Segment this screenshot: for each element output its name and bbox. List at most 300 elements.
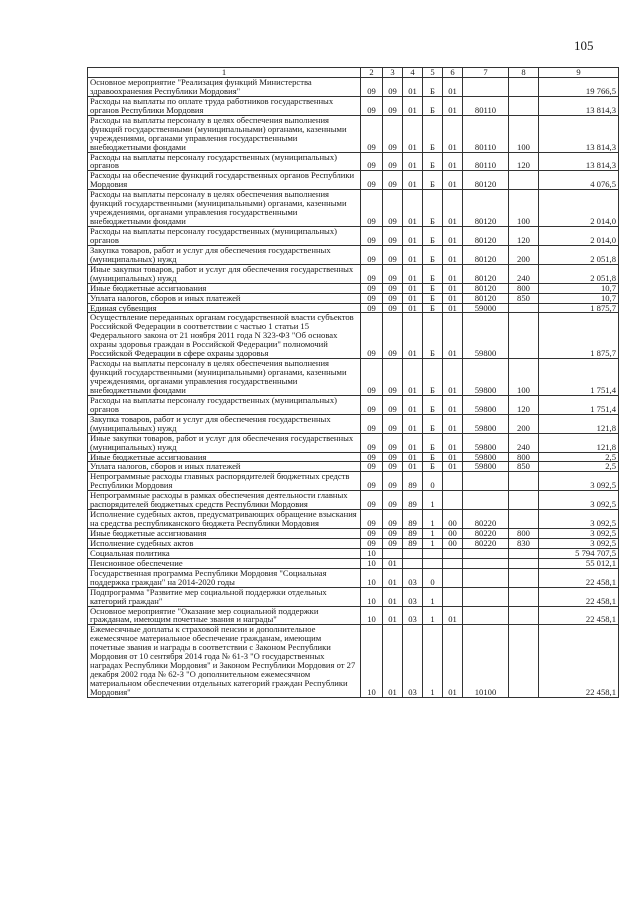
section-code-cell: 09 [361,171,383,190]
program-code-cell: 89 [403,529,423,539]
expense-type-cell [509,587,539,606]
section-code-cell: 09 [361,96,383,115]
row-name-cell: Пенсионное обеспечение [88,558,361,568]
budget-table [87,67,619,698]
row-name-cell: Ежемесячные доплаты к страховой пенсии и дополнительное ежемесячное материальное обеспечение гражданам, имеющим почетные звания и награды в соответствии с Законом Республики Мордовия от 10 сентября 2014 года № 61-З "О государственных наградах Республики Мордовия" и Законом Республики Мордовия от 27 декабря 2002 года № 62-З "О дополнительном ежемесячном материальном обеспечении отдельных категорий граждан Республики Мордовия" [88,625,361,698]
direction-code-cell [463,491,509,510]
table-row [88,568,619,587]
direction-code-cell: 59800 [463,452,509,462]
table-row [88,510,619,529]
table-row [88,414,619,433]
subsection-code-cell: 09 [383,96,403,115]
section-code-cell: 09 [361,414,383,433]
table-row [88,359,619,396]
subsection-code-cell: 09 [383,171,403,190]
expense-type-cell: 120 [509,227,539,246]
subprogram-code-cell: Б [423,462,443,472]
section-code-cell: 09 [361,359,383,396]
subprogram-code-cell: 1 [423,510,443,529]
subsection-code-cell: 01 [383,587,403,606]
program-code-cell: 01 [403,293,423,303]
subsection-code-cell: 09 [383,414,403,433]
program-code-cell: 01 [403,245,423,264]
activity-code-cell [443,548,463,558]
program-code-cell: 89 [403,491,423,510]
subprogram-code-cell: Б [423,152,443,171]
subprogram-code-cell: Б [423,283,443,293]
section-code-cell: 09 [361,538,383,548]
subprogram-code-cell: 1 [423,625,443,698]
section-code-cell: 10 [361,587,383,606]
row-name-cell: Расходы на выплаты персоналу в целях обеспечения выполнения функций государственными (муниципальными) органами, казенными учреждениями, органами управления государственными внебюджетными фондами [88,359,361,396]
row-name-cell: Исполнение судебных актов [88,538,361,548]
row-name-cell: Расходы на выплаты персоналу государственных (муниципальных) органов [88,152,361,171]
direction-code-cell: 80120 [463,293,509,303]
amount-cell: 10,7 [539,283,619,293]
direction-code-cell: 80110 [463,115,509,152]
subsection-code-cell: 09 [383,472,403,491]
table-row [88,625,619,698]
row-name-cell: Иные бюджетные ассигнования [88,283,361,293]
row-name-cell: Уплата налогов, сборов и иных платежей [88,293,361,303]
subprogram-code-cell: Б [423,245,443,264]
amount-cell: 1 751,4 [539,395,619,414]
table-row [88,529,619,539]
program-code-cell: 01 [403,283,423,293]
header-cell: 4 [403,68,423,78]
direction-code-cell: 59800 [463,359,509,396]
subsection-code-cell: 09 [383,433,403,452]
expense-type-cell [509,625,539,698]
expense-type-cell: 200 [509,414,539,433]
header-cell: 2 [361,68,383,78]
table-row [88,283,619,293]
amount-cell: 1 875,7 [539,303,619,313]
activity-code-cell: 01 [443,313,463,359]
subprogram-code-cell: Б [423,303,443,313]
program-code-cell: 01 [403,313,423,359]
amount-cell: 121,8 [539,414,619,433]
amount-cell: 22 458,1 [539,568,619,587]
expense-type-cell: 800 [509,452,539,462]
expense-type-cell [509,606,539,625]
subprogram-code-cell: 1 [423,587,443,606]
subprogram-code-cell: Б [423,414,443,433]
direction-code-cell: 80120 [463,227,509,246]
table-row [88,313,619,359]
expense-type-cell [509,558,539,568]
table-row [88,452,619,462]
row-name-cell: Исполнение судебных актов, предусматривающих обращение взыскания на средства республиканского бюджета Республики Мордовия [88,510,361,529]
table-row [88,462,619,472]
header-cell: 5 [423,68,443,78]
program-code-cell: 01 [403,414,423,433]
section-code-cell: 09 [361,245,383,264]
section-code-cell: 09 [361,472,383,491]
row-name-cell: Социальная политика [88,548,361,558]
row-name-cell: Расходы на выплаты персоналу государственных (муниципальных) органов [88,395,361,414]
program-code-cell: 01 [403,96,423,115]
direction-code-cell: 80220 [463,538,509,548]
section-code-cell: 09 [361,264,383,283]
activity-code-cell: 01 [443,190,463,227]
row-name-cell: Расходы на выплаты по оплате труда работников государственных органов Республики Мордовия [88,96,361,115]
table-row [88,587,619,606]
row-name-cell: Расходы на выплаты персоналу государственных (муниципальных) органов [88,227,361,246]
activity-code-cell [443,472,463,491]
program-code-cell: 89 [403,472,423,491]
subprogram-code-cell [423,558,443,568]
row-name-cell: Уплата налогов, сборов и иных платежей [88,462,361,472]
subsection-code-cell: 09 [383,452,403,462]
header-cell: 9 [539,68,619,78]
subsection-code-cell: 01 [383,558,403,568]
activity-code-cell: 01 [443,264,463,283]
program-code-cell: 01 [403,152,423,171]
amount-cell: 5 794 707,5 [539,548,619,558]
expense-type-cell: 120 [509,395,539,414]
row-name-cell: Расходы на выплаты персоналу в целях обеспечения выполнения функций государственными (муниципальными) органами, казенными учреждениями, органами управления государственными внебюджетными фондами [88,115,361,152]
subprogram-code-cell: 0 [423,472,443,491]
header-cell: 6 [443,68,463,78]
direction-code-cell [463,568,509,587]
row-name-cell: Основное мероприятие "Оказание мер социальной поддержки гражданам, имеющим почетные звания и награды" [88,606,361,625]
subsection-code-cell: 01 [383,606,403,625]
section-code-cell: 09 [361,529,383,539]
amount-cell: 22 458,1 [539,625,619,698]
subsection-code-cell: 09 [383,491,403,510]
expense-type-cell [509,171,539,190]
direction-code-cell: 80110 [463,96,509,115]
program-code-cell [403,548,423,558]
section-code-cell: 09 [361,303,383,313]
activity-code-cell [443,568,463,587]
subsection-code-cell: 01 [383,568,403,587]
subsection-code-cell: 09 [383,190,403,227]
table-row [88,558,619,568]
direction-code-cell: 80120 [463,264,509,283]
activity-code-cell: 01 [443,303,463,313]
row-name-cell: Расходы на обеспечение функций государственных органов Республики Мордовия [88,171,361,190]
amount-cell: 22 458,1 [539,606,619,625]
section-code-cell: 09 [361,293,383,303]
program-code-cell: 01 [403,303,423,313]
subprogram-code-cell: Б [423,433,443,452]
subprogram-code-cell: 1 [423,529,443,539]
subsection-code-cell: 01 [383,625,403,698]
program-code-cell: 01 [403,359,423,396]
expense-type-cell: 240 [509,264,539,283]
section-code-cell: 09 [361,152,383,171]
subsection-code-cell: 09 [383,78,403,97]
activity-code-cell: 01 [443,625,463,698]
subprogram-code-cell: Б [423,395,443,414]
header-cell: 8 [509,68,539,78]
program-code-cell: 89 [403,510,423,529]
row-name-cell: Непрограммные расходы в рамках обеспечения деятельности главных распорядителей бюджетных средств Республики Мордовия [88,491,361,510]
direction-code-cell [463,587,509,606]
amount-cell: 13 814,3 [539,115,619,152]
expense-type-cell [509,313,539,359]
amount-cell: 3 092,5 [539,491,619,510]
table-header-row [88,68,619,78]
table-row [88,303,619,313]
subsection-code-cell: 09 [383,462,403,472]
table-row [88,293,619,303]
subsection-code-cell: 09 [383,152,403,171]
activity-code-cell: 00 [443,510,463,529]
activity-code-cell [443,558,463,568]
direction-code-cell: 59800 [463,433,509,452]
expense-type-cell: 240 [509,433,539,452]
amount-cell: 121,8 [539,433,619,452]
activity-code-cell: 01 [443,245,463,264]
table-row [88,472,619,491]
section-code-cell: 09 [361,452,383,462]
amount-cell: 3 092,5 [539,472,619,491]
section-code-cell: 10 [361,568,383,587]
expense-type-cell: 100 [509,115,539,152]
direction-code-cell [463,548,509,558]
program-code-cell: 01 [403,115,423,152]
activity-code-cell: 01 [443,359,463,396]
subsection-code-cell: 09 [383,538,403,548]
expense-type-cell [509,78,539,97]
amount-cell: 2 014,0 [539,190,619,227]
expense-type-cell [509,491,539,510]
program-code-cell: 01 [403,452,423,462]
subprogram-code-cell [423,548,443,558]
activity-code-cell: 01 [443,293,463,303]
amount-cell: 2 051,8 [539,245,619,264]
table-row [88,264,619,283]
activity-code-cell: 01 [443,152,463,171]
direction-code-cell: 80120 [463,245,509,264]
section-code-cell: 09 [361,462,383,472]
row-name-cell: Основное мероприятие "Реализация функций Министерства здравоохранения Республики Мордовия" [88,78,361,97]
section-code-cell: 09 [361,283,383,293]
section-code-cell: 10 [361,558,383,568]
direction-code-cell [463,606,509,625]
row-name-cell: Закупка товаров, работ и услуг для обеспечения государственных (муниципальных) нужд [88,245,361,264]
expense-type-cell: 100 [509,190,539,227]
program-code-cell: 89 [403,538,423,548]
expense-type-cell: 800 [509,283,539,293]
table-row [88,395,619,414]
row-name-cell: Государственная программа Республики Мордовия "Социальная поддержка граждан" на 2014-2020 годы [88,568,361,587]
amount-cell: 2 051,8 [539,264,619,283]
section-code-cell: 09 [361,115,383,152]
row-name-cell: Непрограммные расходы главных распорядителей бюджетных средств Республики Мордовия [88,472,361,491]
expense-type-cell [509,510,539,529]
table-row [88,245,619,264]
activity-code-cell: 00 [443,529,463,539]
subsection-code-cell: 09 [383,283,403,293]
subprogram-code-cell: Б [423,359,443,396]
subsection-code-cell: 09 [383,359,403,396]
direction-code-cell [463,558,509,568]
activity-code-cell: 01 [443,606,463,625]
amount-cell: 13 814,3 [539,152,619,171]
row-name-cell: Иные бюджетные ассигнования [88,529,361,539]
activity-code-cell: 01 [443,433,463,452]
activity-code-cell: 01 [443,227,463,246]
subprogram-code-cell: Б [423,264,443,283]
amount-cell: 22 458,1 [539,587,619,606]
table-row [88,548,619,558]
amount-cell: 10,7 [539,293,619,303]
program-code-cell: 01 [403,462,423,472]
section-code-cell: 09 [361,78,383,97]
expense-type-cell: 830 [509,538,539,548]
subsection-code-cell: 09 [383,313,403,359]
direction-code-cell: 59000 [463,303,509,313]
activity-code-cell: 01 [443,96,463,115]
program-code-cell [403,558,423,568]
table-row [88,96,619,115]
amount-cell: 2,5 [539,462,619,472]
program-code-cell: 01 [403,78,423,97]
table-row [88,115,619,152]
expense-type-cell: 120 [509,152,539,171]
row-name-cell: Закупка товаров, работ и услуг для обеспечения государственных (муниципальных) нужд [88,414,361,433]
subprogram-code-cell: Б [423,171,443,190]
table-row [88,152,619,171]
table-row [88,433,619,452]
expense-type-cell: 100 [509,359,539,396]
expense-type-cell: 850 [509,462,539,472]
activity-code-cell: 01 [443,115,463,152]
row-name-cell: Осуществление переданных органам государственной власти субъектов Российской Федерации в соответствии с частью 1 статьи 15 Федерального закона от 21 ноября 2011 года N 323-ФЗ "Об основах охраны здоровья граждан в Российской Федерации" полномочий Российской Федерации в сфере охраны здоровья [88,313,361,359]
row-name-cell: Иные закупки товаров, работ и услуг для обеспечения государственных (муниципальных) нужд [88,264,361,283]
section-code-cell: 09 [361,510,383,529]
direction-code-cell [463,78,509,97]
direction-code-cell: 59800 [463,414,509,433]
subprogram-code-cell: Б [423,293,443,303]
subsection-code-cell: 09 [383,227,403,246]
subsection-code-cell [383,548,403,558]
program-code-cell: 03 [403,625,423,698]
amount-cell: 2,5 [539,452,619,462]
direction-code-cell: 80220 [463,529,509,539]
subprogram-code-cell: Б [423,115,443,152]
expense-type-cell [509,568,539,587]
section-code-cell: 09 [361,227,383,246]
activity-code-cell: 01 [443,283,463,293]
table-row [88,227,619,246]
section-code-cell: 09 [361,313,383,359]
subsection-code-cell: 09 [383,264,403,283]
direction-code-cell: 80120 [463,190,509,227]
direction-code-cell: 59800 [463,395,509,414]
amount-cell: 19 766,5 [539,78,619,97]
amount-cell: 2 014,0 [539,227,619,246]
section-code-cell: 10 [361,625,383,698]
program-code-cell: 01 [403,171,423,190]
activity-code-cell [443,587,463,606]
direction-code-cell [463,472,509,491]
subprogram-code-cell: Б [423,452,443,462]
subprogram-code-cell: Б [423,190,443,227]
activity-code-cell: 01 [443,452,463,462]
subprogram-code-cell: 0 [423,568,443,587]
amount-cell: 3 092,5 [539,538,619,548]
activity-code-cell: 01 [443,462,463,472]
subprogram-code-cell: Б [423,313,443,359]
subsection-code-cell: 09 [383,115,403,152]
subsection-code-cell: 09 [383,245,403,264]
row-name-cell: Иные закупки товаров, работ и услуг для обеспечения государственных (муниципальных) нужд [88,433,361,452]
activity-code-cell: 00 [443,538,463,548]
section-code-cell: 09 [361,433,383,452]
page-number: 105 [574,38,594,53]
program-code-cell: 01 [403,227,423,246]
expense-type-cell [509,303,539,313]
row-name-cell: Иные бюджетные ассигнования [88,452,361,462]
program-code-cell: 01 [403,433,423,452]
activity-code-cell: 01 [443,395,463,414]
expense-type-cell: 850 [509,293,539,303]
program-code-cell: 01 [403,190,423,227]
table-body [88,68,619,698]
subsection-code-cell: 09 [383,529,403,539]
direction-code-cell: 59800 [463,313,509,359]
direction-code-cell: 80110 [463,152,509,171]
direction-code-cell: 10100 [463,625,509,698]
row-name-cell: Единая субвенция [88,303,361,313]
program-code-cell: 01 [403,264,423,283]
subsection-code-cell: 09 [383,395,403,414]
program-code-cell: 03 [403,606,423,625]
activity-code-cell [443,491,463,510]
table-row [88,538,619,548]
subprogram-code-cell: Б [423,227,443,246]
amount-cell: 1 875,7 [539,313,619,359]
row-name-cell: Подпрограмма "Развитие мер социальной поддержки отдельных категорий граждан" [88,587,361,606]
section-code-cell: 09 [361,395,383,414]
program-code-cell: 01 [403,395,423,414]
table-row [88,78,619,97]
expense-type-cell [509,96,539,115]
section-code-cell: 09 [361,190,383,227]
subprogram-code-cell: 1 [423,538,443,548]
expense-type-cell [509,548,539,558]
section-code-cell: 10 [361,606,383,625]
expense-type-cell: 800 [509,529,539,539]
table-row [88,491,619,510]
subprogram-code-cell: 1 [423,491,443,510]
table-row [88,190,619,227]
expense-type-cell [509,472,539,491]
subsection-code-cell: 09 [383,293,403,303]
subprogram-code-cell: Б [423,96,443,115]
header-cell: 1 [88,68,361,78]
direction-code-cell: 80120 [463,171,509,190]
table-row [88,171,619,190]
direction-code-cell: 80120 [463,283,509,293]
activity-code-cell: 01 [443,414,463,433]
amount-cell: 3 092,5 [539,510,619,529]
activity-code-cell: 01 [443,78,463,97]
subsection-code-cell: 09 [383,303,403,313]
direction-code-cell: 80220 [463,510,509,529]
section-code-cell: 09 [361,491,383,510]
program-code-cell: 03 [403,568,423,587]
amount-cell: 3 092,5 [539,529,619,539]
table-row [88,606,619,625]
subprogram-code-cell: 1 [423,606,443,625]
row-name-cell: Расходы на выплаты персоналу в целях обеспечения выполнения функций государственными (муниципальными) органами, казенными учреждениями, органами управления государственными внебюджетными фондами [88,190,361,227]
